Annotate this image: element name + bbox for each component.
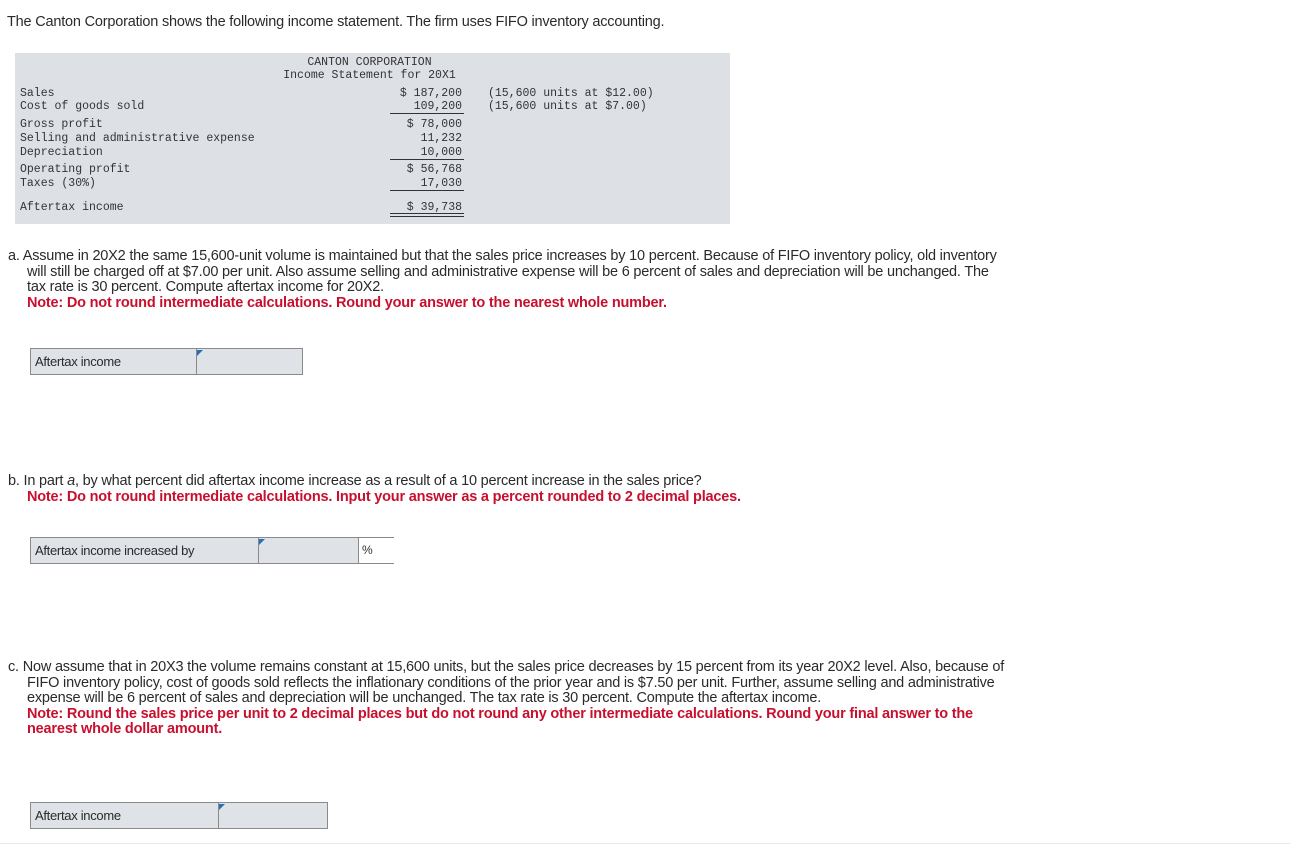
row-label-aftertax: Aftertax income [20,201,124,214]
income-statement [15,53,730,224]
row-label-taxes: Taxes (30%) [20,177,96,190]
input-flag-icon [219,804,225,810]
part-a-text: a. Assume in 20X2 the same 15,600-unit volume is maintained but that the sales price increases by 10 percent. Because of FIFO inventory policy, old inventory will still be charged off at $7.00 per unit. Also assume selling and administrative expense will be 6 percent of sales and depreciation will be unchanged. The tax rate is 30 percent. Compute aftertax income for 20X2. [8,248,997,295]
input-flag-icon [197,350,203,356]
part-c-note: Note: Round the sales price per unit to 2 decimal places but do not round any other intermediate calculations. Round your final answer to the nearest whole dollar amount. [27,705,973,737]
part-b-answer-row [30,537,394,564]
statement-company: CANTON CORPORATION [307,56,432,69]
part-c-question [8,660,1008,738]
part-a-answer-input[interactable] [196,349,302,374]
intro-text: The Canton Corporation shows the following income statement. The firm uses FIFO inventory accounting. [7,14,665,30]
row-label-cogs: Cost of goods sold [20,100,145,113]
part-a-note: Note: Do not round intermediate calculations. Round your answer to the nearest whole number. [27,294,667,311]
row-note-cogs: (15,600 units at $7.00) [488,100,647,113]
row-amount-taxes: 17,030 [388,177,462,190]
part-a-answer-row [30,348,303,375]
row-note-sales: (15,600 units at $12.00) [488,87,654,100]
part-b-question [8,474,998,505]
part-b-answer-label: Aftertax income increased by [35,543,195,558]
bottom-divider [0,843,1290,844]
part-c-answer-label: Aftertax income [35,808,121,823]
part-b-suffix: , by what percent did aftertax income increase as a result of a 10 percent increase in the sales price? [74,473,702,489]
row-amount-sales: $ 187,200 [399,87,462,100]
row-amount-cogs: 109,200 [388,100,462,113]
row-amount-gross-profit: $ 78,000 [406,118,462,131]
row-label-operating-profit: Operating profit [20,163,131,176]
row-amount-sga: 11,232 [420,132,462,145]
part-a-question [8,249,998,311]
part-b-answer-input[interactable] [258,538,358,563]
percent-unit: % [358,538,394,563]
part-b-italic: a [67,473,75,489]
part-b-prefix: b. In part [8,473,68,489]
part-a-answer-label: Aftertax income [35,354,121,369]
part-c-text: c. Now assume that in 20X3 the volume remains constant at 15,600 units, but the sales price decreases by 15 percent from its year 20X2 level. Also, because of FIFO inventory policy, cost of goods sold reflects the inflationary conditions of the prior year and is $7.50 per unit. Further, assume selling and administrative expense will be 6 percent of sales and depreciation will be unchanged. The tax rate is 30 percent. Compute the aftertax income. [8,659,1005,706]
row-label-sales: Sales [20,87,55,100]
part-c-answer-input[interactable] [218,803,327,828]
row-label-sga: Selling and administrative expense [20,132,255,145]
row-amount-operating-profit: $ 56,768 [406,163,462,176]
statement-title: Income Statement for 20X1 [283,69,456,82]
part-b-note: Note: Do not round intermediate calculations. Input your answer as a percent rounded to 2 decimal places. [27,488,741,505]
row-amount-depreciation: 10,000 [388,146,462,159]
part-c-answer-row [30,802,328,829]
row-label-gross-profit: Gross profit [20,118,103,131]
row-amount-aftertax: $ 39,738 [388,201,462,214]
input-flag-icon [259,539,265,545]
row-label-depreciation: Depreciation [20,146,103,159]
